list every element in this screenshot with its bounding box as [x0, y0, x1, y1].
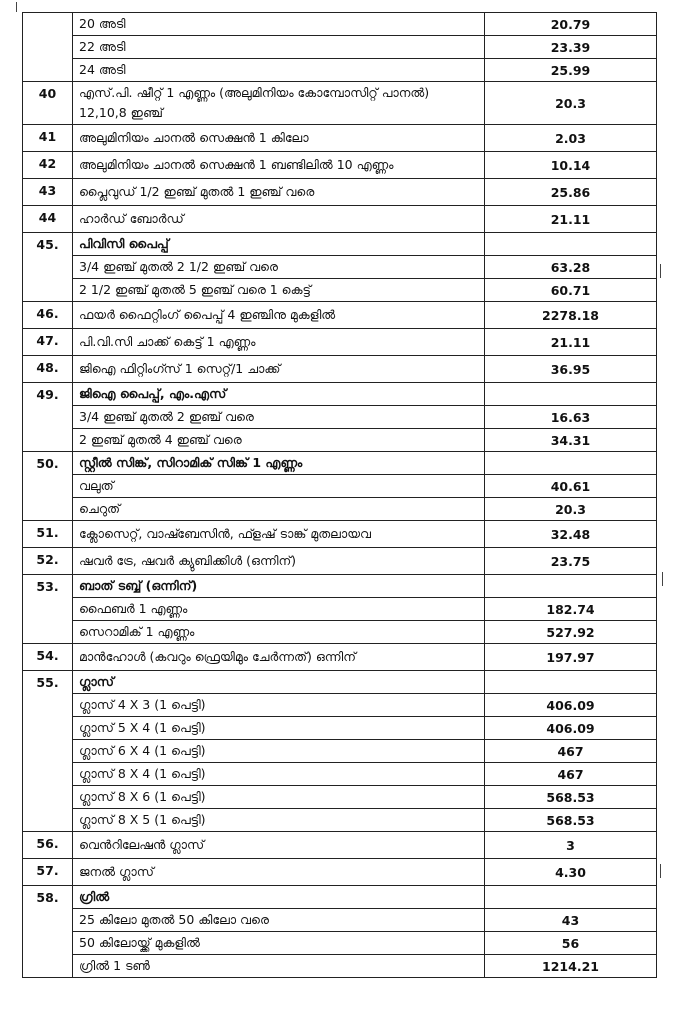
item-description: അലുമിനിയം ചാനൽ സെക്ഷൻ 1 കിലോ	[73, 125, 485, 152]
table-row	[23, 233, 657, 256]
item-description: പിവിസി പൈപ്പ്	[73, 233, 485, 256]
item-number: 42	[23, 152, 73, 179]
item-description: 3/4 ഇഞ്ച് മുതൽ 2 1/2 ഇഞ്ച് വരെ	[73, 256, 485, 279]
item-description: എസ്.പി. ഷീറ്റ് 1 എണ്ണം (അലുമിനിയം കോമ്പോസിറ്റ് പാനൽ) 12,10,8 ഇഞ്ച്	[73, 82, 485, 125]
item-description: അലുമിനിയം ചാനൽ സെക്ഷൻ 1 ബണ്ടിലിൽ 10 എണ്ണം	[73, 152, 485, 179]
item-rate: 197.97	[485, 644, 657, 671]
item-number: 44	[23, 206, 73, 233]
item-rate	[485, 383, 657, 406]
item-description: ഗ്ലാസ് 4 X 3 (1 പെട്ടി)	[73, 694, 485, 717]
item-number: 49.	[23, 383, 73, 452]
table-row	[23, 36, 657, 59]
item-description: ഗ്ലാസ് 5 X 4 (1 പെട്ടി)	[73, 717, 485, 740]
item-description: 2 ഇഞ്ച് മുതൽ 4 ഇഞ്ച് വരെ	[73, 429, 485, 452]
table-row	[23, 302, 657, 329]
item-number: 51.	[23, 521, 73, 548]
item-rate: 406.09	[485, 694, 657, 717]
table-row	[23, 932, 657, 955]
item-description: ജിഐ ഫിറ്റിംഗ്സ് 1 സെറ്റ്/1 ചാക്ക്	[73, 356, 485, 383]
item-description: 3/4 ഇഞ്ച് മുതൽ 2 ഇഞ്ച് വരെ	[73, 406, 485, 429]
item-description: ഗ്രിൽ	[73, 886, 485, 909]
table-row	[23, 955, 657, 978]
item-rate: 10.14	[485, 152, 657, 179]
item-description: ഫയർ ഫൈറ്റിംഗ് പൈപ്പ് 4 ഇഞ്ചിനു മുകളിൽ	[73, 302, 485, 329]
table-row	[23, 763, 657, 786]
item-number: 53.	[23, 575, 73, 644]
item-description: ഗ്ലാസ്	[73, 671, 485, 694]
item-description: ക്ലോസെറ്റ്, വാഷ്ബേസിൻ, ഫ്ളഷ് ടാങ്ക് മുതലായവ	[73, 521, 485, 548]
item-rate: 21.11	[485, 329, 657, 356]
table-row	[23, 152, 657, 179]
item-number: 46.	[23, 302, 73, 329]
item-description: സെറാമിക് 1 എണ്ണം	[73, 621, 485, 644]
table-row	[23, 256, 657, 279]
item-rate: 2.03	[485, 125, 657, 152]
item-description: ഫൈബർ 1 എണ്ണം	[73, 598, 485, 621]
table-row	[23, 671, 657, 694]
table-row	[23, 809, 657, 832]
table-row	[23, 598, 657, 621]
table-row	[23, 859, 657, 886]
table-row	[23, 125, 657, 152]
item-rate: 467	[485, 740, 657, 763]
rate-table-body	[23, 13, 657, 978]
item-rate: 40.61	[485, 475, 657, 498]
table-row	[23, 475, 657, 498]
scan-mark	[662, 572, 663, 586]
table-row	[23, 548, 657, 575]
table-row	[23, 786, 657, 809]
item-description: ബാത് ടബ്ബ് (ഒന്നിന്)	[73, 575, 485, 598]
scan-mark	[660, 264, 661, 278]
item-rate	[485, 671, 657, 694]
item-rate: 527.92	[485, 621, 657, 644]
table-row	[23, 59, 657, 82]
item-description: ഗ്ലാസ് 8 X 6 (1 പെട്ടി)	[73, 786, 485, 809]
item-description: ജിഐ പൈപ്പ്, എം.എസ്	[73, 383, 485, 406]
item-description: മാൻഹോൾ (കവറും ഫ്രെയിമും ചേർന്നത്) ഒന്നിന്	[73, 644, 485, 671]
item-description: 25 കിലോ മുതൽ 50 കിലോ വരെ	[73, 909, 485, 932]
table-row	[23, 521, 657, 548]
item-rate	[485, 452, 657, 475]
item-rate: 1214.21	[485, 955, 657, 978]
table-row	[23, 179, 657, 206]
item-rate: 20.3	[485, 82, 657, 125]
item-description: സ്റ്റീൽ സിങ്ക്, സിറാമിക് സിങ്ക് 1 എണ്ണം	[73, 452, 485, 475]
item-description: 22 അടി	[73, 36, 485, 59]
item-rate: 4.30	[485, 859, 657, 886]
table-row	[23, 429, 657, 452]
table-row	[23, 740, 657, 763]
item-rate: 34.31	[485, 429, 657, 452]
table-row	[23, 13, 657, 36]
table-row	[23, 886, 657, 909]
item-number: 43	[23, 179, 73, 206]
item-description: ഗ്ലാസ് 8 X 5 (1 പെട്ടി)	[73, 809, 485, 832]
item-rate: 568.53	[485, 786, 657, 809]
item-number: 40	[23, 82, 73, 125]
item-rate	[485, 886, 657, 909]
item-number: 47.	[23, 329, 73, 356]
item-rate: 467	[485, 763, 657, 786]
table-row	[23, 452, 657, 475]
table-row	[23, 575, 657, 598]
item-number: 45.	[23, 233, 73, 302]
item-description: ഷവർ ട്രേ, ഷവർ ക്യുബിക്കിൾ (ഒന്നിന്)	[73, 548, 485, 575]
item-number: 55.	[23, 671, 73, 832]
table-row	[23, 206, 657, 233]
scan-mark	[660, 864, 661, 878]
table-row	[23, 356, 657, 383]
item-rate: 3	[485, 832, 657, 859]
item-rate: 56	[485, 932, 657, 955]
item-description: ജനൽ ഗ്ലാസ്	[73, 859, 485, 886]
item-rate: 21.11	[485, 206, 657, 233]
item-description: പ്ലൈവുഡ് 1/2 ഇഞ്ച് മുതൽ 1 ഇഞ്ച് വരെ	[73, 179, 485, 206]
table-row	[23, 406, 657, 429]
scan-mark	[16, 2, 17, 12]
item-number: 54.	[23, 644, 73, 671]
table-row	[23, 82, 657, 125]
item-rate: 20.3	[485, 498, 657, 521]
item-rate: 25.86	[485, 179, 657, 206]
item-description: പി.വി.സി ചാക്ക് കെട്ട് 1 എണ്ണം	[73, 329, 485, 356]
item-rate	[485, 233, 657, 256]
item-description: വലുത്	[73, 475, 485, 498]
item-rate: 406.09	[485, 717, 657, 740]
item-description: ഗ്രിൽ 1 ടൺ	[73, 955, 485, 978]
item-number: 57.	[23, 859, 73, 886]
item-rate: 568.53	[485, 809, 657, 832]
item-rate: 36.95	[485, 356, 657, 383]
table-row	[23, 832, 657, 859]
item-rate: 182.74	[485, 598, 657, 621]
table-row	[23, 329, 657, 356]
item-description: ഗ്ലാസ് 8 X 4 (1 പെട്ടി)	[73, 763, 485, 786]
item-description: 20 അടി	[73, 13, 485, 36]
item-rate: 16.63	[485, 406, 657, 429]
table-row	[23, 383, 657, 406]
table-row	[23, 621, 657, 644]
item-rate: 23.39	[485, 36, 657, 59]
table-row	[23, 498, 657, 521]
item-number: 50.	[23, 452, 73, 521]
table-row	[23, 279, 657, 302]
item-rate: 23.75	[485, 548, 657, 575]
item-number: 58.	[23, 886, 73, 978]
item-number: 41	[23, 125, 73, 152]
item-rate: 32.48	[485, 521, 657, 548]
table-row	[23, 909, 657, 932]
item-rate: 20.79	[485, 13, 657, 36]
item-description: ചെറുത്	[73, 498, 485, 521]
item-description: ഹാർഡ് ബോർഡ്	[73, 206, 485, 233]
item-number: 52.	[23, 548, 73, 575]
item-description: ഗ്ലാസ് 6 X 4 (1 പെട്ടി)	[73, 740, 485, 763]
item-rate: 43	[485, 909, 657, 932]
table-row	[23, 694, 657, 717]
item-description: വെൻറിലേഷൻ ഗ്ലാസ്	[73, 832, 485, 859]
item-number: 48.	[23, 356, 73, 383]
item-description: 24 അടി	[73, 59, 485, 82]
item-number	[23, 13, 73, 82]
table-row	[23, 644, 657, 671]
item-description: 50 കിലോയ്ക്ക് മുകളിൽ	[73, 932, 485, 955]
item-number: 56.	[23, 832, 73, 859]
item-rate: 63.28	[485, 256, 657, 279]
item-rate: 2278.18	[485, 302, 657, 329]
item-description: 2 1/2 ഇഞ്ച് മുതൽ 5 ഇഞ്ച് വരെ 1 കെട്ട്	[73, 279, 485, 302]
item-rate: 25.99	[485, 59, 657, 82]
table-row	[23, 717, 657, 740]
item-rate: 60.71	[485, 279, 657, 302]
item-rate	[485, 575, 657, 598]
rate-table	[22, 12, 657, 978]
